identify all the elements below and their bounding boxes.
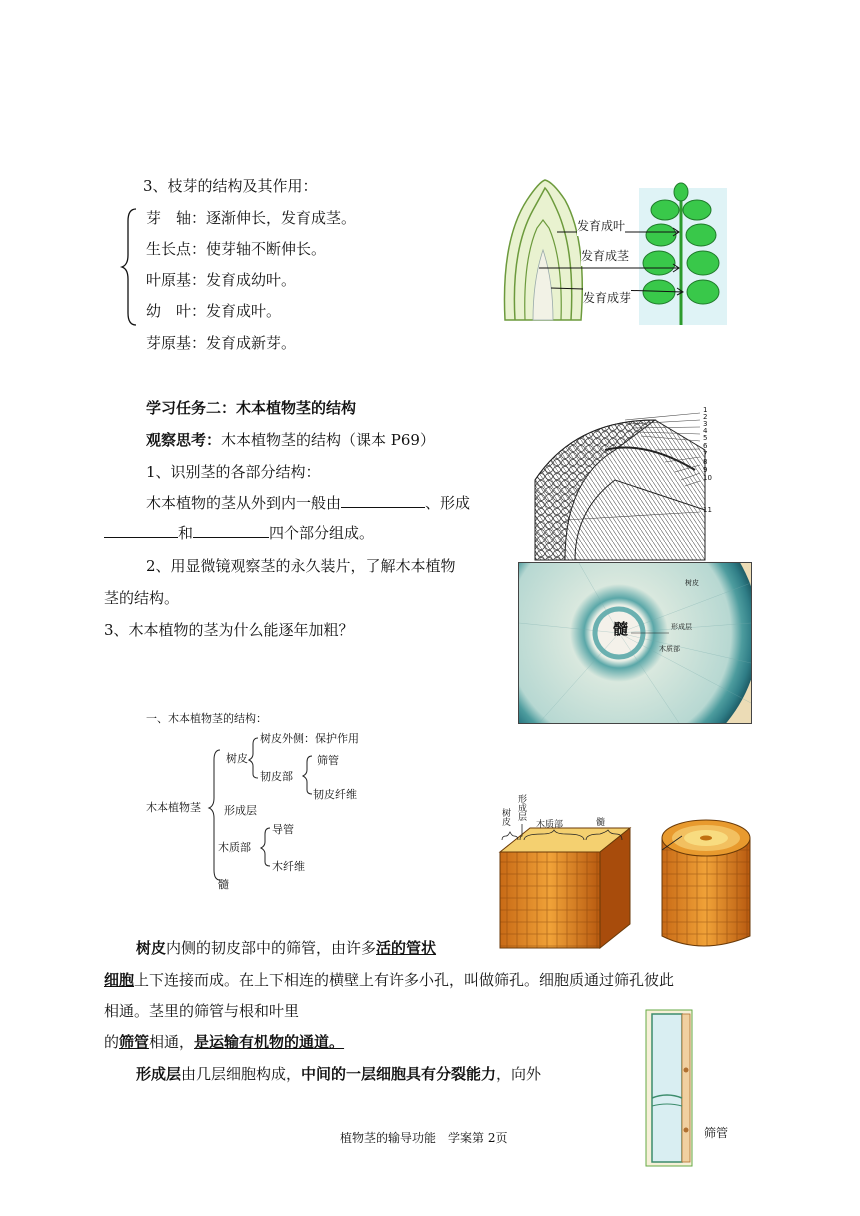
tree-root: 木本植物茎 bbox=[146, 801, 201, 814]
para1-d-pre: 的 bbox=[104, 1033, 120, 1051]
tree-xylem: 木质部 bbox=[218, 841, 251, 854]
log-structure-figure bbox=[492, 796, 754, 952]
q3: 3、木本植物的茎为什么能逐年加粗？ bbox=[104, 621, 354, 639]
cs-num-1: 1 bbox=[703, 406, 708, 414]
tree-phloem-fiber: 韧皮纤维 bbox=[313, 788, 357, 801]
log-label-xylem: 木质部 bbox=[536, 820, 564, 830]
micro-label-bark: 树皮 bbox=[685, 579, 699, 587]
q1-text-mid: 、形成 bbox=[425, 494, 471, 512]
cs-num-9: 9 bbox=[703, 466, 708, 474]
stem-microscope-photo bbox=[518, 562, 752, 724]
micro-label-cambium: 形成层 bbox=[671, 623, 692, 631]
bud-item-growing-point: 生长点：使芽轴不断伸长。 bbox=[146, 240, 327, 258]
log-label-bark: 树皮 bbox=[502, 809, 512, 828]
micro-label-pith: 髓 bbox=[613, 620, 629, 638]
cs-num-11: 11 bbox=[703, 506, 712, 514]
tree-cambium: 形成层 bbox=[224, 804, 257, 817]
q1-line-b bbox=[104, 523, 374, 543]
sieve-tube-figure bbox=[640, 1010, 760, 1166]
page-footer: 植物茎的输导功能 学案第 2页 bbox=[340, 1131, 508, 1145]
q2-line-b: 茎的结构。 bbox=[104, 589, 180, 607]
q1-text-end: 四个部分组成。 bbox=[269, 524, 375, 542]
log-label-cambium: 形成层 bbox=[518, 795, 528, 823]
sieve-figure-label: 筛管 bbox=[704, 1126, 729, 1140]
para1-line-d bbox=[104, 1032, 344, 1052]
cs-num-10: 10 bbox=[703, 474, 712, 482]
log-label-pith: 髓 bbox=[596, 818, 606, 828]
micro-label-xylem: 木质部 bbox=[659, 645, 680, 653]
para1-organic-channel: 是运输有机物的通道。 bbox=[194, 1033, 345, 1051]
tree-title: 一、木本植物茎的结构： bbox=[146, 712, 267, 725]
tree-sieve: 筛管 bbox=[317, 754, 339, 767]
para1-line-b bbox=[104, 970, 674, 990]
para1-bark: 树皮 bbox=[136, 939, 167, 957]
answer-blank-2[interactable] bbox=[104, 523, 178, 538]
cs-num-4: 4 bbox=[703, 427, 708, 435]
answer-blank-3[interactable] bbox=[193, 523, 269, 538]
para1-b-rest: 上下连接而成。在上下相连的横壁上有许多小孔，叫做筛孔。细胞质通过筛孔彼此 bbox=[134, 971, 675, 989]
bud-structure-figure bbox=[497, 180, 729, 325]
para1-living-tube: 活的管状 bbox=[376, 939, 437, 957]
bud-label-bud: 发育成芽 bbox=[583, 288, 631, 308]
para1-a-rest: 内侧的韧皮部中的筛管，由许多 bbox=[166, 939, 377, 957]
para1-sieve-tube: 筛管 bbox=[119, 1033, 150, 1051]
cs-num-6: 6 bbox=[703, 442, 708, 450]
task2-title: 学习任务二：木本植物茎的结构 bbox=[146, 399, 357, 417]
stem-cross-section-drawing bbox=[505, 406, 727, 562]
q1-line-a bbox=[146, 493, 470, 513]
para2-cambium: 形成层 bbox=[136, 1065, 182, 1083]
bud-label-stem: 发育成茎 bbox=[581, 246, 629, 266]
tree-pith: 髓 bbox=[218, 878, 229, 891]
observe-line bbox=[146, 430, 435, 450]
para2-a-rest: 由几层细胞构成， bbox=[181, 1065, 302, 1083]
answer-blank-1[interactable] bbox=[341, 493, 425, 508]
bud-item-bud-primordium: 芽原基：发育成新芽。 bbox=[146, 334, 297, 352]
para2-a-end: ，向外 bbox=[496, 1065, 542, 1083]
q2-line-a: 2、用显微镜观察茎的永久装片，了解木本植物 bbox=[146, 557, 456, 575]
q1: 1、识别茎的各部分结构： bbox=[146, 463, 321, 481]
tree-bark: 树皮 bbox=[226, 752, 248, 765]
cs-num-5: 5 bbox=[703, 434, 708, 442]
para1-line-a bbox=[136, 938, 436, 958]
bud-label-leaf: 发育成叶 bbox=[577, 216, 625, 236]
observe-rest: 木本植物茎的结构（课本 P69） bbox=[221, 431, 435, 449]
section3-heading: 3、枝芽的结构及其作用： bbox=[143, 177, 318, 195]
tree-bark-outer: 树皮外侧：保护作用 bbox=[260, 732, 359, 745]
cs-num-8: 8 bbox=[703, 458, 708, 466]
bud-item-young-leaf: 幼 叶：发育成叶。 bbox=[146, 302, 282, 320]
q1-text-and: 和 bbox=[178, 524, 194, 542]
cs-num-2: 2 bbox=[703, 413, 708, 421]
para1-cell: 细胞 bbox=[104, 971, 135, 989]
observe-bold: 观察思考： bbox=[146, 431, 222, 449]
tree-phloem: 韧皮部 bbox=[260, 770, 293, 783]
tree-vessel: 导管 bbox=[272, 823, 294, 836]
para1-line-c: 相通。茎里的筛管与根和叶里 bbox=[104, 1002, 300, 1020]
para1-d-mid: 相通， bbox=[149, 1033, 195, 1051]
bud-item-axis: 芽 轴：逐渐伸长，发育成茎。 bbox=[146, 209, 357, 227]
para2-division: 中间的一层细胞具有分裂能力 bbox=[301, 1065, 497, 1083]
cs-num-3: 3 bbox=[703, 420, 708, 428]
tree-wood-fiber: 木纤维 bbox=[272, 860, 305, 873]
cs-num-7: 7 bbox=[703, 450, 708, 458]
q1-text-a: 木本植物的茎从外到内一般由 bbox=[146, 494, 342, 512]
left-brace bbox=[120, 207, 140, 327]
para2-line-a bbox=[136, 1064, 541, 1084]
bud-item-leaf-primordium: 叶原基：发育成幼叶。 bbox=[146, 271, 297, 289]
